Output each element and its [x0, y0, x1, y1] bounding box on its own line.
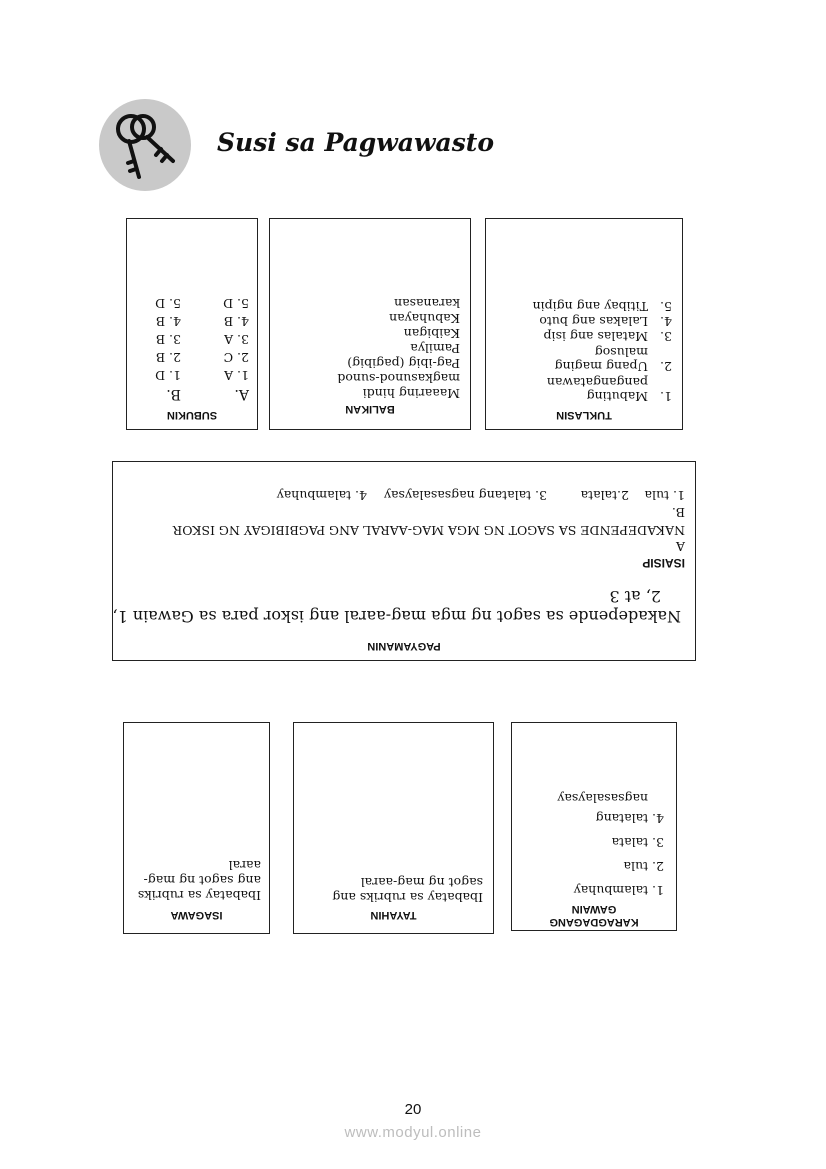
subukin-col-b-head: B.: [166, 386, 181, 402]
tuklasin-box: [485, 218, 683, 430]
karagdagang-line: 4. talatang: [595, 811, 664, 826]
answer-item: 3. A: [224, 332, 249, 347]
subukin-box: [126, 218, 258, 430]
tuklasin-num: 2.: [660, 359, 672, 374]
page-number: 20: [404, 1101, 422, 1118]
tayahin-line: sagot ng mag-aaral: [360, 875, 483, 890]
answer-item: 4. B: [223, 314, 249, 329]
subukin-title: SUBUKIN: [166, 409, 218, 421]
answer-item: 5. D: [155, 296, 181, 311]
page-title: Susi sa Pagwawasto: [217, 128, 495, 157]
isagawa-box: [123, 722, 270, 934]
tayahin-line: Ibabatay sa rubriks ang: [332, 890, 483, 905]
tuklasin-num: 1.: [660, 389, 672, 404]
isagawa-line: ang sagot ng mag-: [143, 873, 261, 888]
tuklasin-line: pangangatawan: [546, 375, 648, 390]
isagawa-title: ISAGAWA: [170, 909, 223, 921]
answer-item: 2. B: [155, 350, 181, 365]
subukin-col-a-head: A.: [234, 386, 249, 402]
balikan-line: Maaaring hindi: [362, 386, 460, 401]
part-a-text: NAKADEPENDE SA SAGOT NG MGA MAG-AARAL ANG PAGBIBIGAY NG ISKOR: [172, 523, 685, 538]
pagyamanin-intro-line2: 2, at 3: [609, 587, 661, 606]
tuklasin-num: 4.: [660, 314, 672, 329]
part-b-item: 2.talata: [580, 488, 629, 503]
answer-item: 1. D: [155, 368, 181, 383]
balikan-line: magkasunod-sunod: [337, 371, 460, 386]
tuklasin-line: Matalas ang isip: [543, 329, 648, 344]
part-b-item: 3. talatang nagsasalaysay: [383, 488, 547, 503]
karagdagang-title-line2: GAWAIN: [571, 903, 617, 915]
karagdagang-box: [511, 722, 677, 931]
answer-item: 4. B: [155, 314, 181, 329]
answer-item: 1. A: [224, 368, 249, 383]
isagawa-line: Ibabatay sa rubriks: [137, 888, 261, 903]
karagdagang-line: 2. tula: [623, 859, 664, 874]
balikan-line: Pamilya: [410, 341, 460, 356]
karagdagang-title-line1: KARAGDAGANG: [549, 916, 639, 928]
tuklasin-num: 5.: [660, 299, 672, 314]
watermark: www.modyul.online: [344, 1124, 482, 1141]
balikan-title: BALIKAN: [345, 403, 395, 415]
tuklasin-line: Titibay ang ngipin: [532, 299, 648, 314]
pagyamanin-title: PAGYAMANIN: [367, 640, 441, 652]
isagawa-line: aaral: [228, 858, 261, 873]
tuklasin-line: Mabuting: [586, 389, 648, 404]
karagdagang-line: 1. talambuhay: [573, 883, 664, 898]
balikan-line: Pag-ibig (pagibig): [347, 356, 460, 371]
balikan-line: Kabuhayan: [389, 311, 460, 326]
part-a-label: A: [675, 539, 685, 554]
answer-item: 5. D: [223, 296, 249, 311]
karagdagang-line: 3. talata: [611, 835, 664, 850]
balikan-line: karanasan: [394, 296, 460, 311]
part-b-label: B.: [671, 505, 685, 520]
part-b-item: 4. talambuhay: [276, 488, 367, 503]
tuklasin-line: Upang maging: [554, 359, 648, 374]
tayahin-title: TAYAHIN: [370, 909, 417, 921]
tuklasin-num: 3.: [660, 329, 672, 344]
tuklasin-line: Lalakas ang buto: [539, 314, 648, 329]
part-b-item: 1. tula: [644, 488, 685, 503]
balikan-box: [269, 218, 471, 430]
answer-item: 3. B: [155, 332, 181, 347]
isaisip-title: ISAISIP: [642, 556, 685, 570]
answer-item: 2. C: [223, 350, 249, 365]
keys-icon: [99, 99, 191, 191]
pagyamanin-box: [112, 461, 696, 661]
balikan-line: Kaibigan: [403, 326, 460, 341]
tuklasin-line: malusog: [594, 345, 648, 360]
pagyamanin-intro-line1: Nakadepende sa sagot ng mga mag-aaral ang iskor para sa Gawain 1,: [112, 607, 681, 626]
karagdagang-line: nagsasalaysay: [557, 791, 648, 806]
tuklasin-title: TUKLASIN: [556, 409, 612, 421]
tayahin-box: [293, 722, 494, 934]
